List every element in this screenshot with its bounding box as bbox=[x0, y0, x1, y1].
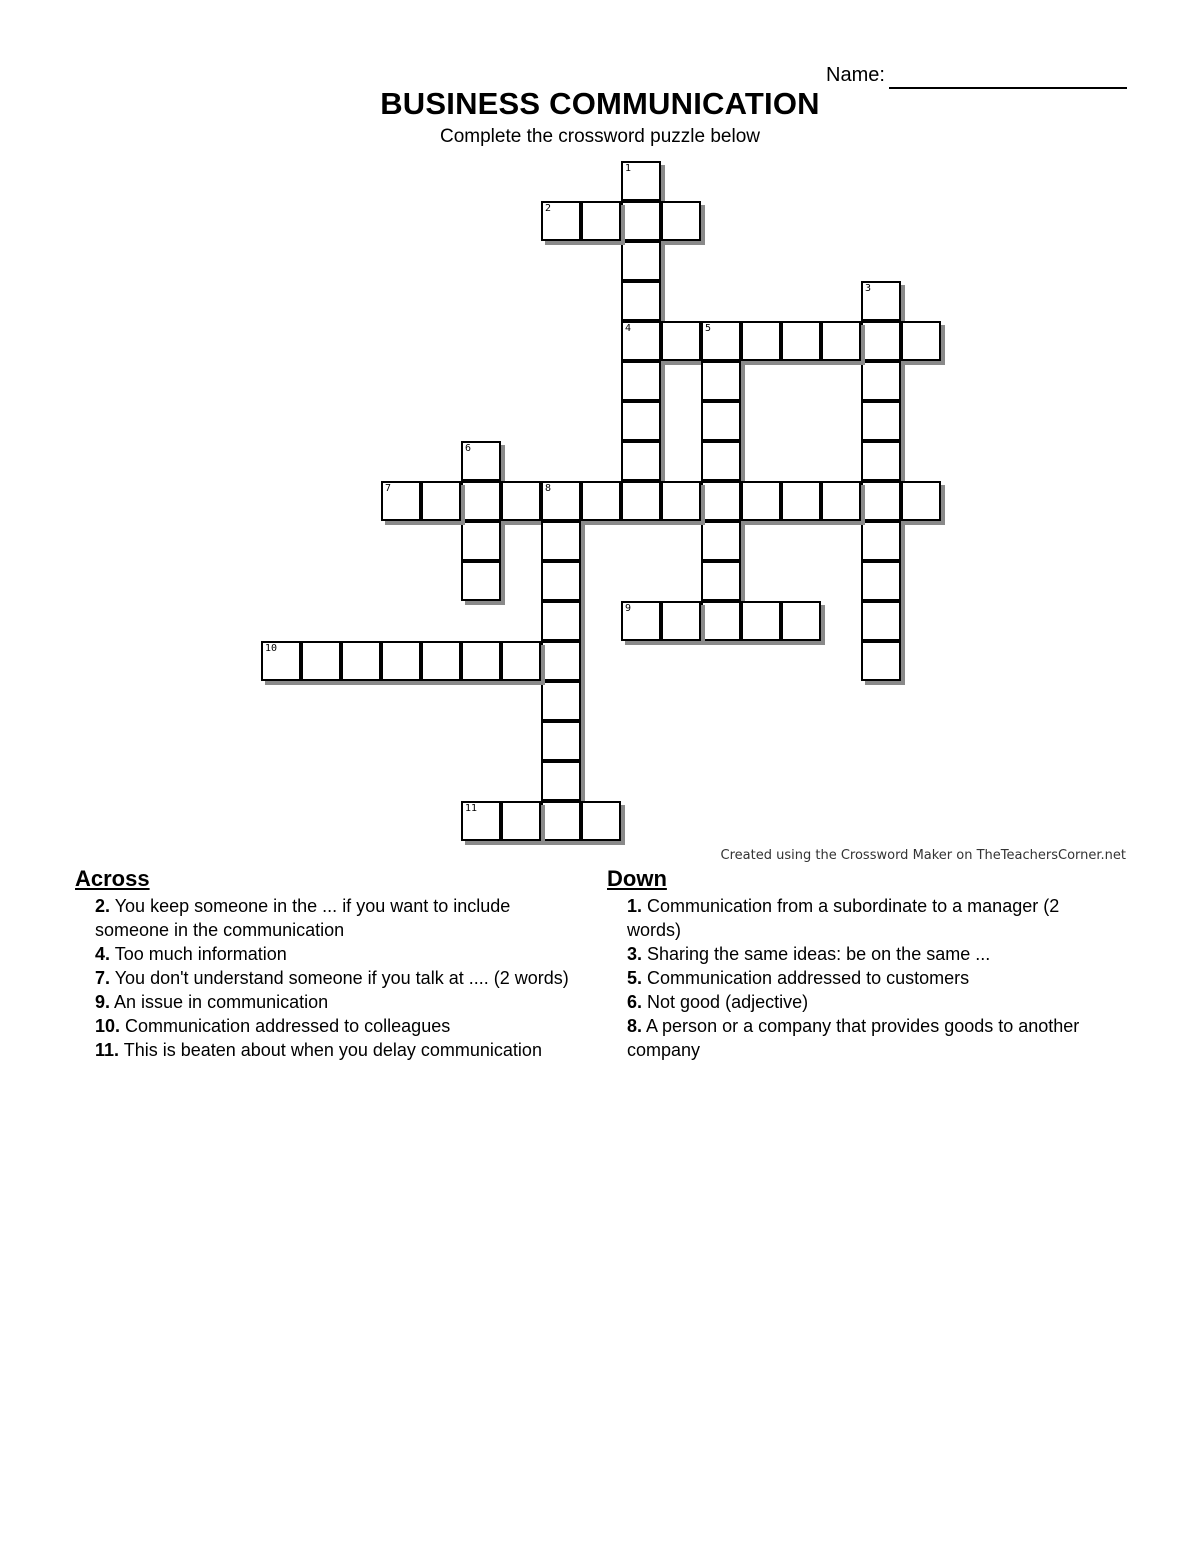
clue-text: Too much information bbox=[110, 944, 287, 964]
clue-number: 3. bbox=[627, 944, 643, 964]
crossword-cell[interactable] bbox=[621, 241, 661, 281]
crossword-cell[interactable] bbox=[341, 641, 381, 681]
crossword-cell[interactable] bbox=[461, 641, 501, 681]
clue-number: 8 bbox=[545, 483, 552, 494]
crossword-cell[interactable] bbox=[501, 641, 541, 681]
crossword-cell[interactable] bbox=[621, 601, 661, 641]
crossword-cell[interactable] bbox=[901, 481, 941, 521]
crossword-cell[interactable] bbox=[701, 401, 741, 441]
crossword-cell[interactable] bbox=[501, 801, 541, 841]
clue-number: 3 bbox=[865, 283, 872, 294]
crossword-cell[interactable] bbox=[781, 481, 821, 521]
crossword-cell[interactable] bbox=[461, 561, 501, 601]
clue-number: 2 bbox=[545, 203, 552, 214]
page-subtitle: Complete the crossword puzzle below bbox=[440, 126, 760, 147]
crossword-cell[interactable] bbox=[861, 361, 901, 401]
crossword-cell[interactable] bbox=[621, 321, 661, 361]
down-clue bbox=[607, 894, 1107, 942]
crossword-cell[interactable] bbox=[861, 561, 901, 601]
clue-number: 11. bbox=[95, 1040, 120, 1060]
crossword-cell[interactable] bbox=[541, 761, 581, 801]
crossword-cell[interactable] bbox=[701, 601, 741, 641]
crossword-cell[interactable] bbox=[821, 321, 861, 361]
crossword-cell[interactable] bbox=[461, 441, 501, 481]
clue-number: 2. bbox=[95, 896, 111, 916]
crossword-cell[interactable] bbox=[701, 361, 741, 401]
clue-text: Communication addressed to customers bbox=[642, 968, 970, 988]
clue-number: 6. bbox=[627, 992, 643, 1012]
down-clue bbox=[607, 1014, 1107, 1062]
crossword-cell[interactable] bbox=[541, 681, 581, 721]
clue-number: 10 bbox=[265, 643, 278, 654]
crossword-cell[interactable] bbox=[301, 641, 341, 681]
crossword-cell[interactable] bbox=[861, 401, 901, 441]
crossword-cell[interactable] bbox=[741, 321, 781, 361]
crossword-cell[interactable] bbox=[861, 601, 901, 641]
crossword-cell[interactable] bbox=[701, 321, 741, 361]
crossword-cell[interactable] bbox=[541, 721, 581, 761]
crossword-cell[interactable] bbox=[421, 641, 461, 681]
crossword-cell[interactable] bbox=[541, 521, 581, 561]
crossword-cell[interactable] bbox=[541, 561, 581, 601]
down-clue bbox=[607, 966, 1107, 990]
down-clue bbox=[607, 942, 1107, 966]
page-title: BUSINESS COMMUNICATION bbox=[380, 86, 820, 121]
crossword-cell[interactable] bbox=[861, 281, 901, 321]
crossword-cell[interactable] bbox=[861, 321, 901, 361]
across-clue bbox=[75, 990, 575, 1014]
across-clue bbox=[75, 966, 575, 990]
crossword-cell[interactable] bbox=[541, 641, 581, 681]
crossword-cell[interactable] bbox=[461, 481, 501, 521]
clue-number: 1. bbox=[627, 896, 643, 916]
clue-text: You keep someone in the ... if you want to include someone in the communication bbox=[95, 896, 511, 940]
crossword-cell[interactable] bbox=[701, 521, 741, 561]
down-clues bbox=[607, 864, 1107, 1062]
clue-number: 5 bbox=[705, 323, 712, 334]
down-heading: Down bbox=[607, 866, 667, 891]
clue-text: Communication addressed to colleagues bbox=[120, 1016, 451, 1036]
crossword-cell[interactable] bbox=[381, 641, 421, 681]
across-clue bbox=[75, 1014, 575, 1038]
crossword-cell[interactable] bbox=[541, 481, 581, 521]
crossword-cell[interactable] bbox=[261, 641, 301, 681]
crossword-cell[interactable] bbox=[701, 561, 741, 601]
clue-number: 4 bbox=[625, 323, 632, 334]
crossword-cell[interactable] bbox=[461, 521, 501, 561]
clue-text: Not good (adjective) bbox=[642, 992, 809, 1012]
crossword-cell[interactable] bbox=[501, 481, 541, 521]
clue-text: Communication from a subordinate to a manager (2 words) bbox=[627, 896, 1060, 940]
crossword-cell[interactable] bbox=[581, 481, 621, 521]
clue-number: 6 bbox=[465, 443, 472, 454]
crossword-cell[interactable] bbox=[621, 401, 661, 441]
crossword-cell[interactable] bbox=[421, 481, 461, 521]
crossword-cell[interactable] bbox=[621, 161, 661, 201]
crossword-cell[interactable] bbox=[661, 201, 701, 241]
crossword-cell[interactable] bbox=[821, 481, 861, 521]
crossword-cell[interactable] bbox=[781, 321, 821, 361]
crossword-cell[interactable] bbox=[581, 801, 621, 841]
clue-text: Sharing the same ideas: be on the same ... bbox=[642, 944, 991, 964]
down-clue bbox=[607, 990, 1107, 1014]
crossword-cell[interactable] bbox=[901, 321, 941, 361]
crossword-cell[interactable] bbox=[621, 481, 661, 521]
crossword-cell[interactable] bbox=[461, 801, 501, 841]
crossword-cell[interactable] bbox=[861, 441, 901, 481]
crossword-cell[interactable] bbox=[541, 601, 581, 641]
crossword-cell[interactable] bbox=[621, 281, 661, 321]
across-heading: Across bbox=[75, 866, 150, 891]
clue-text: You don't understand someone if you talk at .... (2 words) bbox=[110, 968, 569, 988]
crossword-cell[interactable] bbox=[661, 481, 701, 521]
clue-number: 9 bbox=[625, 603, 632, 614]
crossword-cell[interactable] bbox=[741, 601, 781, 641]
clue-number: 5. bbox=[627, 968, 643, 988]
clue-number: 7 bbox=[385, 483, 392, 494]
crossword-cell[interactable] bbox=[701, 441, 741, 481]
clue-text: This is beaten about when you delay communication bbox=[119, 1040, 542, 1060]
crossword-cell[interactable] bbox=[661, 601, 701, 641]
crossword-cell[interactable] bbox=[861, 641, 901, 681]
crossword-cell[interactable] bbox=[861, 481, 901, 521]
clue-number: 10. bbox=[95, 1016, 121, 1036]
across-clues bbox=[75, 864, 575, 1062]
crossword-cell[interactable] bbox=[701, 481, 741, 521]
clue-number: 1 bbox=[625, 163, 632, 174]
crossword-cell[interactable] bbox=[381, 481, 421, 521]
across-clue bbox=[75, 942, 575, 966]
crossword-cell[interactable] bbox=[621, 441, 661, 481]
crossword-cell[interactable] bbox=[661, 321, 701, 361]
across-clue bbox=[75, 1038, 575, 1062]
crossword-cell[interactable] bbox=[581, 201, 621, 241]
name-label: Name: bbox=[826, 64, 885, 86]
credit-line: Created using the Crossword Maker on TheTeachersCorner.net bbox=[720, 848, 1126, 863]
crossword-cell[interactable] bbox=[781, 601, 821, 641]
crossword-cell[interactable] bbox=[541, 201, 581, 241]
clue-text: An issue in communication bbox=[110, 992, 329, 1012]
clue-number: 7. bbox=[95, 968, 111, 988]
crossword-cell[interactable] bbox=[741, 481, 781, 521]
crossword-cell[interactable] bbox=[621, 361, 661, 401]
crossword-cell[interactable] bbox=[541, 801, 581, 841]
clue-number: 8. bbox=[627, 1016, 643, 1036]
clue-number: 9. bbox=[95, 992, 111, 1012]
crossword-cell[interactable] bbox=[861, 521, 901, 561]
clue-number: 11 bbox=[465, 803, 478, 814]
across-clue bbox=[75, 894, 575, 942]
clue-number: 4. bbox=[95, 944, 111, 964]
clue-text: A person or a company that provides goods to another company bbox=[627, 1016, 1080, 1060]
crossword-cell[interactable] bbox=[621, 201, 661, 241]
